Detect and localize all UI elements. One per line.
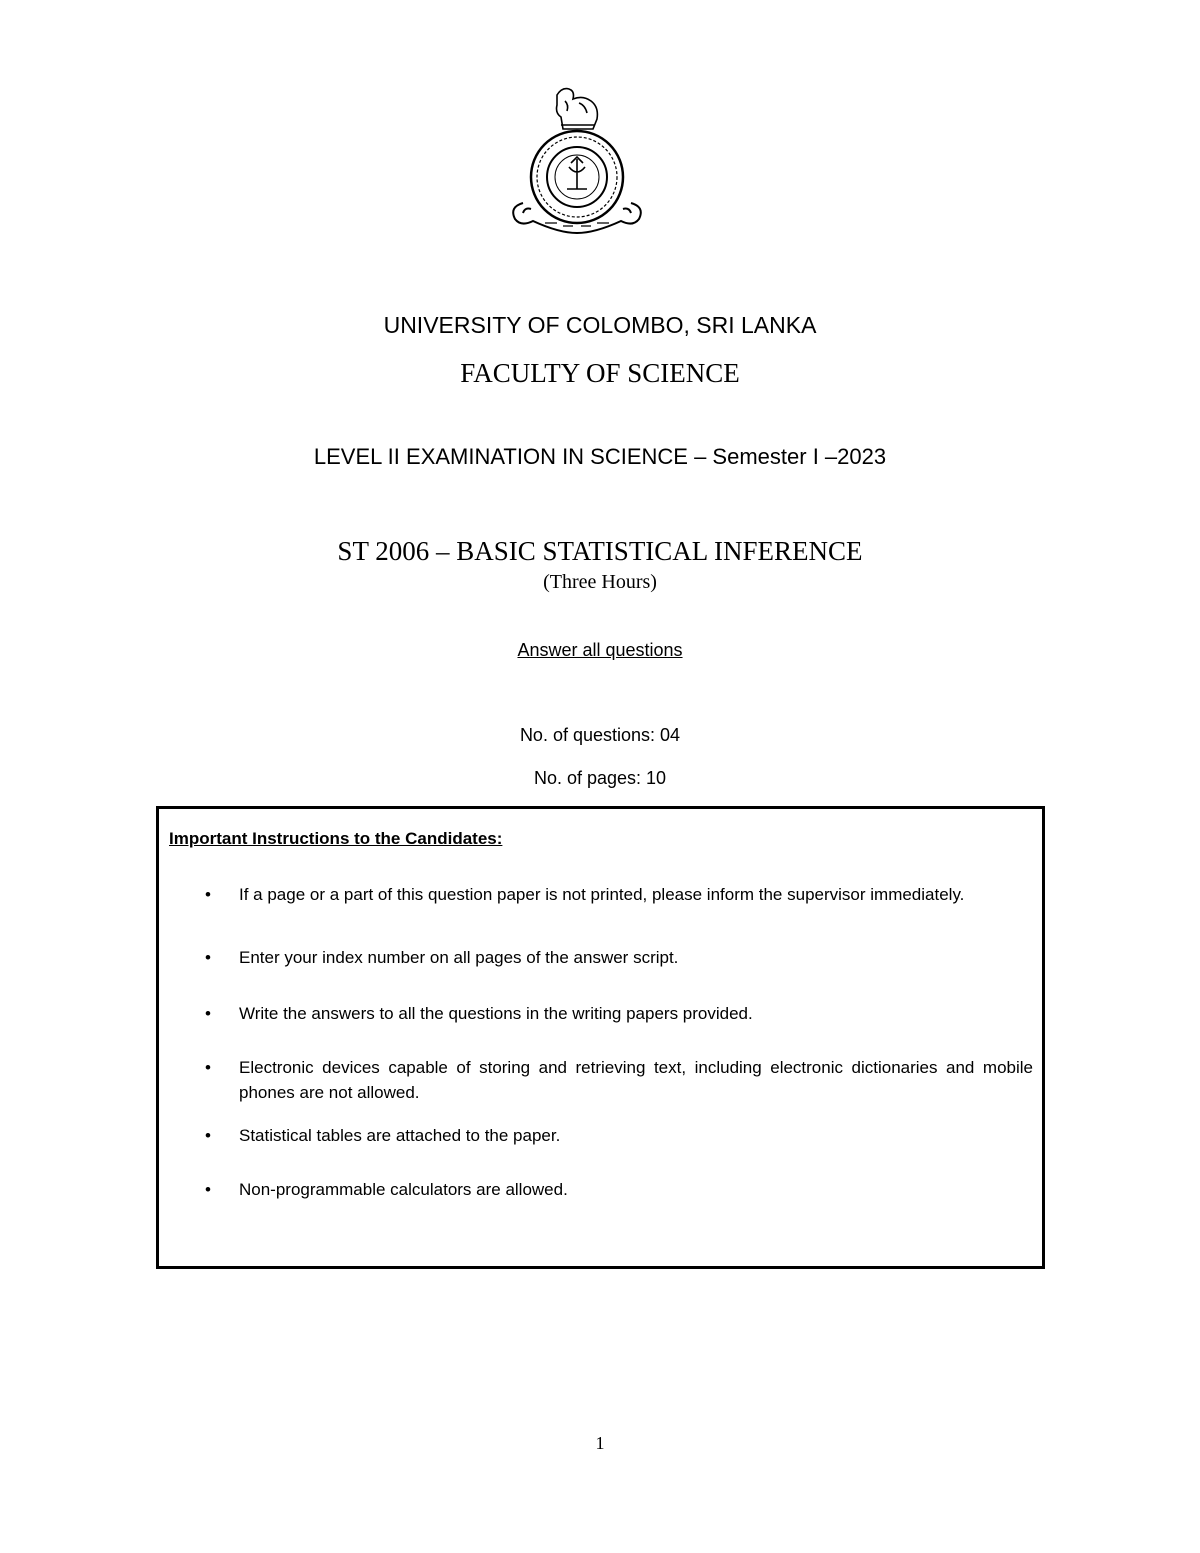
list-item	[205, 882, 1033, 907]
list-item-text: Write the answers to all the questions in the writing papers provided.	[239, 1004, 753, 1023]
answer-instruction: Answer all questions	[517, 640, 683, 660]
list-item-text: If a page or a part of this question paper is not printed, please inform the supervisor immediately.	[239, 885, 965, 904]
bullet-icon: •	[205, 948, 211, 967]
list-item-text: Enter your index number on all pages of the answer script.	[239, 948, 679, 967]
bullet-icon: •	[205, 1004, 211, 1023]
page-count: No. of pages: 10	[533, 768, 667, 788]
list-item	[205, 1177, 1033, 1202]
seal	[531, 131, 623, 223]
list-item	[205, 1001, 1033, 1026]
university-crest-icon	[505, 85, 650, 245]
page-number: 1	[595, 1433, 605, 1453]
list-item-text: Statistical tables are attached to the paper.	[239, 1126, 561, 1145]
examination-title: LEVEL II EXAMINATION IN SCIENCE – Semester I –2023	[313, 444, 887, 469]
question-count: No. of questions: 04	[519, 725, 681, 745]
course-title: ST 2006 – BASIC STATISTICAL INFERENCE	[337, 536, 863, 566]
list-item	[205, 945, 1033, 970]
bullet-icon: •	[205, 1058, 211, 1077]
bullet-icon: •	[205, 1126, 211, 1145]
list-item	[205, 1123, 1033, 1148]
instructions-heading: Important Instructions to the Candidates:	[169, 829, 503, 848]
exam-duration: (Three Hours)	[543, 571, 657, 593]
instructions-box	[156, 806, 1045, 1269]
list-item-text: Non-programmable calculators are allowed.	[239, 1180, 568, 1199]
university-name: UNIVERSITY OF COLOMBO, SRI LANKA	[383, 312, 817, 338]
lion-emblem	[557, 89, 598, 129]
faculty-name: FACULTY OF SCIENCE	[460, 358, 740, 388]
bullet-icon: •	[205, 1180, 211, 1199]
list-item-text: Electronic devices capable of storing and retrieving text, including electronic dictionaries and mobile phones are not allowed.	[239, 1058, 1033, 1102]
bullet-icon: •	[205, 885, 211, 904]
list-item	[205, 1055, 1033, 1105]
